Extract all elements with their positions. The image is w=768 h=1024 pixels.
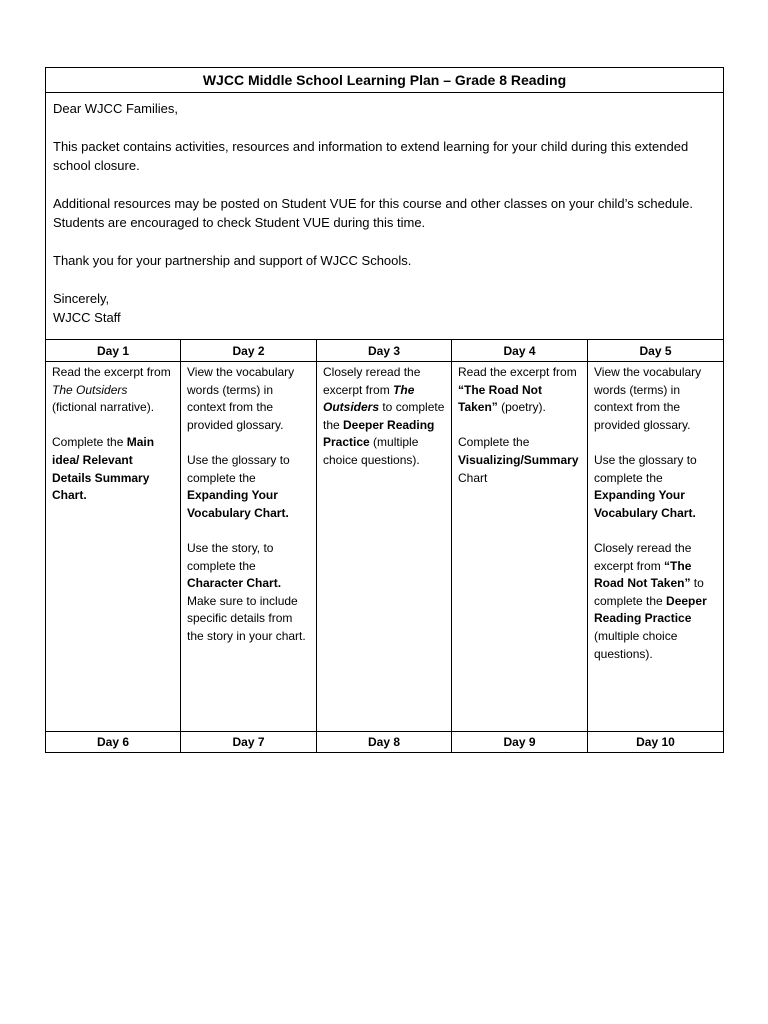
page-title: WJCC Middle School Learning Plan – Grade 8 Reading [46,68,723,93]
letter-closing: Sincerely, [53,291,110,306]
activity-text: Closely reread the excerpt from “The Road Not Taken” to complete the Deeper Reading Practice (multiple choice questions). [594,540,707,661]
activity-text: Closely reread the excerpt from The Outsiders to complete the Deeper Reading Practice (multiple choice questions). [323,365,445,467]
day-header: Day 5 [588,340,723,362]
letter-paragraph-3: Thank you for your partnership and support of WJCC Schools. [53,253,412,268]
day-header: Day 9 [503,735,536,749]
day-header: Day 10 [636,735,675,749]
day-column-1 [46,340,181,752]
activity-text: View the vocabulary words (terms) in context from the provided glossary. [594,365,702,432]
letter-signature: WJCC Staff [53,310,121,325]
family-letter [46,93,723,340]
activity-text: Use the glossary to complete the Expanding Your Vocabulary Chart. [187,452,290,520]
day-column-2 [181,340,317,752]
letter-signoff [53,289,716,327]
day-activities [46,362,180,732]
schedule-grid [46,340,723,752]
activity-text: Complete the Main idea/ Relevant Details Summary Chart. [52,435,155,503]
day-column-4 [452,340,588,752]
day-activities [452,362,587,732]
day-column-5 [588,340,723,752]
letter-paragraph-1: This packet contains activities, resources and information to extend learning for your child during this extended school closure. [53,139,689,173]
day-column-3 [317,340,452,752]
letter-greeting: Dear WJCC Families, [53,101,178,116]
day-activities [317,362,451,732]
day-activities [181,362,316,732]
activity-text: Read the excerpt from “The Road Not Taken” (poetry). [458,365,577,415]
day-header: Day 6 [96,735,130,749]
activity-text: Complete the Visualizing/Summary Chart [458,435,579,485]
activity-text: Use the story, to complete the Character Chart. Make sure to include specific details from the story in your chart. [187,540,306,643]
day-header: Day 3 [317,340,451,362]
activity-text: View the vocabulary words (terms) in context from the provided glossary. [187,365,295,432]
day-header: Day 4 [452,340,587,362]
activity-text: Use the glossary to complete the Expanding Your Vocabulary Chart. [594,452,697,520]
day-header: Day 1 [46,340,180,362]
day-header: Day 2 [181,340,316,362]
day-activities [588,362,723,732]
day-header: Day 8 [367,735,401,749]
activity-text: Read the excerpt from The Outsiders (fictional narrative). [52,365,171,415]
day-header: Day 7 [232,735,265,749]
learning-plan-sheet [45,67,724,753]
letter-paragraph-2: Additional resources may be posted on Student VUE for this course and other classes on your child’s schedule. Students are encouraged to check Student VUE during this time. [53,196,694,230]
